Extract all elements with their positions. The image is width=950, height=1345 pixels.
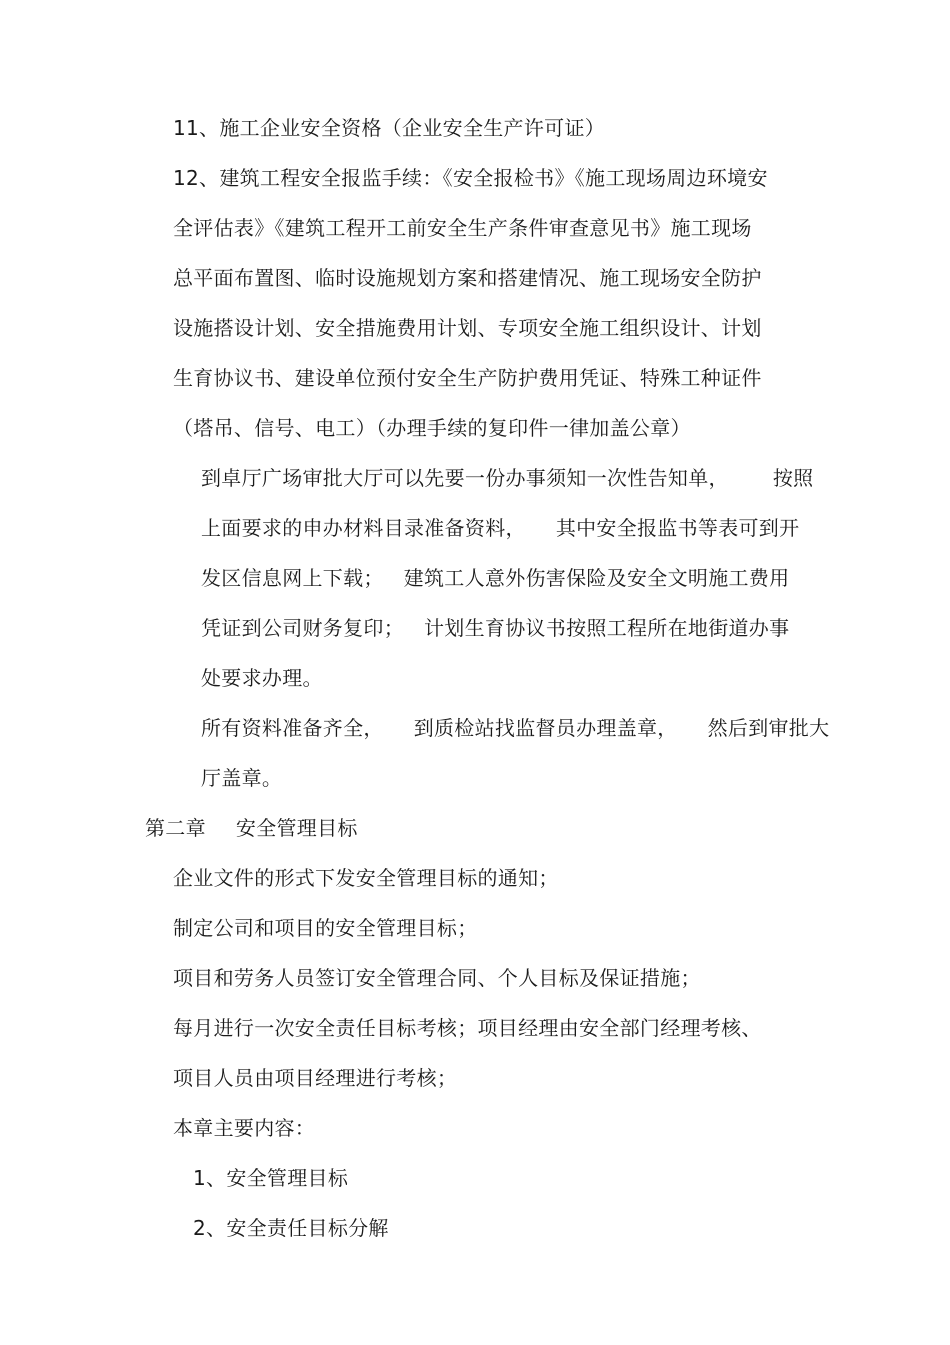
contents-item: 2、安全责任目标分解 [193,1216,389,1240]
chapter-body-line: 企业文件的形式下发安全管理目标的通知； [173,866,559,890]
item-11: 11、施工企业安全资格（企业安全生产许可证） [173,116,606,140]
para-1-line-1-a: 到卓厅广场审批大厅可以先要一份办事须知一次性告知单， [201,466,729,490]
chapter-heading [145,815,358,841]
item-12-line-5: 生育协议书、建设单位预付安全生产防护费用凭证、特殊工种证件 [173,366,762,390]
para-1-line-4-b: 计划生育协议书按照工程所在地街道办事 [424,616,790,640]
chapter-title: 安全管理目标 [235,816,358,840]
item-12-line-4: 设施搭设计划、安全措施费用计划、专项安全施工组织设计、计划 [173,316,762,340]
para-2-line-1-a: 所有资料准备齐全， [201,716,384,740]
chapter-body-line: 项目和劳务人员签订安全管理合同、个人目标及保证措施； [173,966,701,990]
para-2-line-1-c: 然后到审批大 [707,716,830,740]
chapter-body-line: 本章主要内容： [173,1116,316,1140]
para-1-line-2-a: 上面要求的申办材料目录准备资料， [201,516,526,540]
item-12-line-2: 全评估表》《建筑工程开工前安全生产条件审查意见书》施工现场 [173,216,752,240]
para-1-line-1-b: 按照 [772,466,814,490]
chapter-body-line: 每月进行一次安全责任目标考核；项目经理由安全部门经理考核、 [173,1016,762,1040]
para-1-line-4-a: 凭证到公司财务复印； [201,616,404,640]
para-2-line-2: 厅盖章。 [201,766,283,790]
chapter-body-line: 制定公司和项目的安全管理目标； [173,916,478,940]
para-2-line-1-b: 到质检站找监督员办理盖章， [413,716,678,740]
chapter-body-line: 项目人员由项目经理进行考核； [173,1066,458,1090]
para-1-line-3-a: 发区信息网上下载； [201,566,384,590]
para-1-line-4 [201,615,789,641]
para-1-line-2-b: 其中安全报监书等表可到开 [555,516,800,540]
para-1-line-1 [201,465,813,491]
item-12-line-3: 总平面布置图、临时设施规划方案和搭建情况、施工现场安全防护 [173,266,762,290]
para-1-line-3 [201,565,789,591]
para-2-line-1 [201,715,829,741]
para-1-line-3-b: 建筑工人意外伤害保险及安全文明施工费用 [403,566,790,590]
item-12-line-6: （塔吊、信号、电工）（办理手续的复印件一律加盖公章） [173,416,691,440]
para-1-line-5: 处要求办理。 [201,666,323,690]
contents-item: 1、安全管理目标 [193,1166,349,1190]
chapter-number: 第二章 [145,816,206,840]
item-12-line-1: 12、建筑工程安全报监手续：《安全报检书》《施工现场周边环境安 [173,166,768,190]
para-1-line-2 [201,515,799,541]
